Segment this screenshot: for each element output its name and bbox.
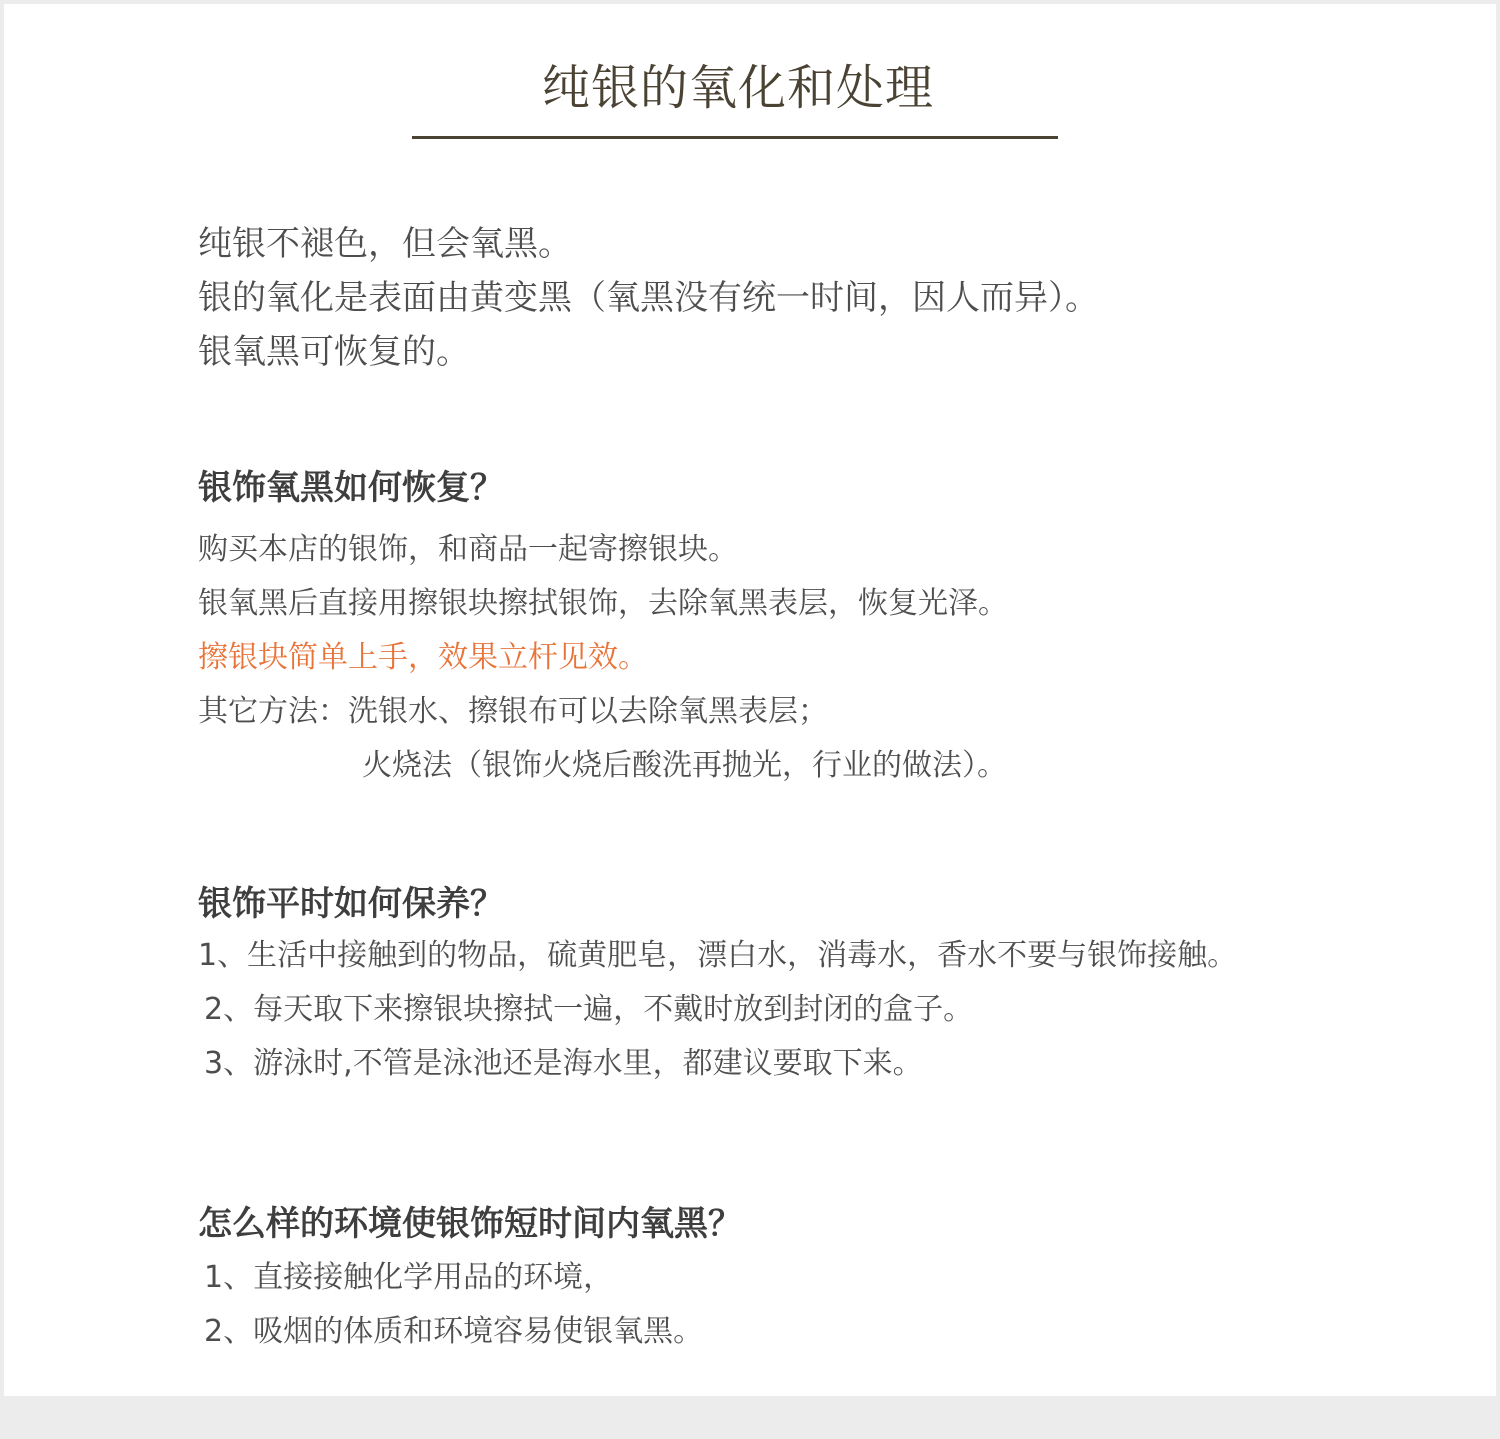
environment-item-1: 1、直接接触化学用品的环境， [204,1260,614,1295]
section-heading-care: 银饰平时如何保养？ [198,884,504,924]
care-item-2: 2、每天取下来擦银块擦拭一遍，不戴时放到封闭的盒子。 [204,992,974,1027]
restore-line-4: 其它方法：洗银水、擦银布可以去除氧黑表层； [198,694,828,729]
title-underline [412,136,1058,139]
care-item-1: 1、生活中接触到的物品，硫黄肥皂，漂白水，消毒水，香水不要与银饰接触。 [198,938,1238,973]
restore-highlight: 擦银块简单上手，效果立杆见效。 [198,640,648,675]
restore-line-2: 银氧黑后直接用擦银块擦拭银饰，去除氧黑表层，恢复光泽。 [198,586,1008,621]
section-heading-environment: 怎么样的环境使银饰短时间内氧黑？ [198,1204,742,1244]
intro-line-2: 银的氧化是表面由黄变黑（氧黑没有统一时间，因人而异）。 [198,278,1099,318]
restore-line-1: 购买本店的银饰，和商品一起寄擦银块。 [198,532,738,567]
care-item-3: 3、游泳时,不管是泳池还是海水里，都建议要取下来。 [204,1046,923,1081]
restore-line-5: 火烧法（银饰火烧后酸洗再抛光，行业的做法）。 [362,748,1007,783]
intro-line-3: 银氧黑可恢复的。 [198,332,470,372]
section-heading-restore: 银饰氧黑如何恢复？ [198,468,504,508]
page-title: 纯银的氧化和处理 [541,60,934,116]
environment-item-2: 2、吸烟的体质和环境容易使银氧黑。 [204,1314,704,1349]
intro-line-1: 纯银不褪色，但会氧黑。 [198,224,572,264]
article-page [4,4,1496,1396]
